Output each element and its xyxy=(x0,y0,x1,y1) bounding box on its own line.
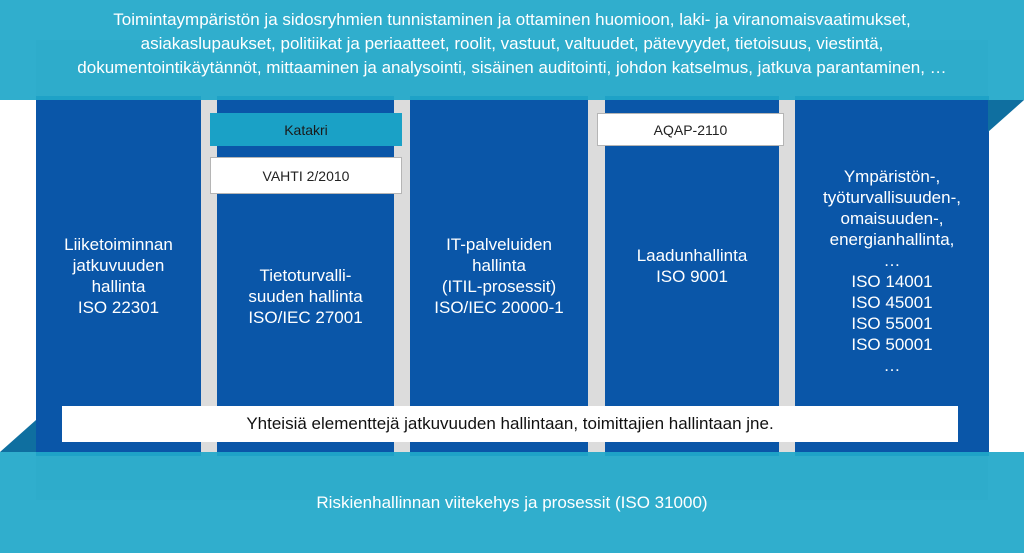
vahti-tag: VAHTI 2/2010 xyxy=(210,157,402,194)
top-band-fold xyxy=(988,100,1024,132)
column-environment-safety-energy-text: Ympäristön-, työturvallisuuden-, omaisuuden-, energianhallinta, … ISO 14001 ISO 45001 ISO 55001 ISO 50001 … xyxy=(823,167,961,375)
katakri-tag: Katakri xyxy=(210,113,402,146)
column-quality-management-text: Laadunhallinta ISO 9001 xyxy=(636,246,748,286)
column-information-security xyxy=(217,96,394,456)
bottom-band xyxy=(0,452,1024,553)
common-elements-bar: Yhteisiä elementtejä jatkuvuuden hallintaan, toimittajien hallintaan jne. xyxy=(62,406,958,442)
column-business-continuity xyxy=(36,96,201,456)
column-environment-safety-energy xyxy=(795,96,989,456)
column-information-security-text: Tietoturvalli- suuden hallinta ISO/IEC 27001 xyxy=(248,265,363,327)
top-band: Toimintaympäristön ja sidosryhmien tunnistaminen ja ottaminen huomioon, laki- ja viranomaisvaatimukset, asiakaslupaukset, politiikat ja periaatteet, roolit, vastuut, valtuudet, pätevyydet, tietoisuus, viestintä, dokumentointikäytännöt, mittaaminen ja analysointi, sisäinen auditointi, johdon katselmus, jatkuva parantaminen, … xyxy=(0,0,1024,100)
column-business-continuity-text: Liiketoiminnan jatkuvuuden hallinta ISO 22301 xyxy=(64,235,173,317)
aqap-tag: AQAP-2110 xyxy=(597,113,784,146)
column-it-service-management xyxy=(410,96,588,456)
column-quality-management xyxy=(605,96,779,456)
bottom-band-text: Riskienhallinnan viitekehys ja prosessit (ISO 31000) xyxy=(316,492,708,512)
column-it-service-management-text: IT-palveluiden hallinta (ITIL-prosessit) ISO/IEC 20000-1 xyxy=(434,235,564,317)
bottom-band-fold xyxy=(0,420,36,452)
